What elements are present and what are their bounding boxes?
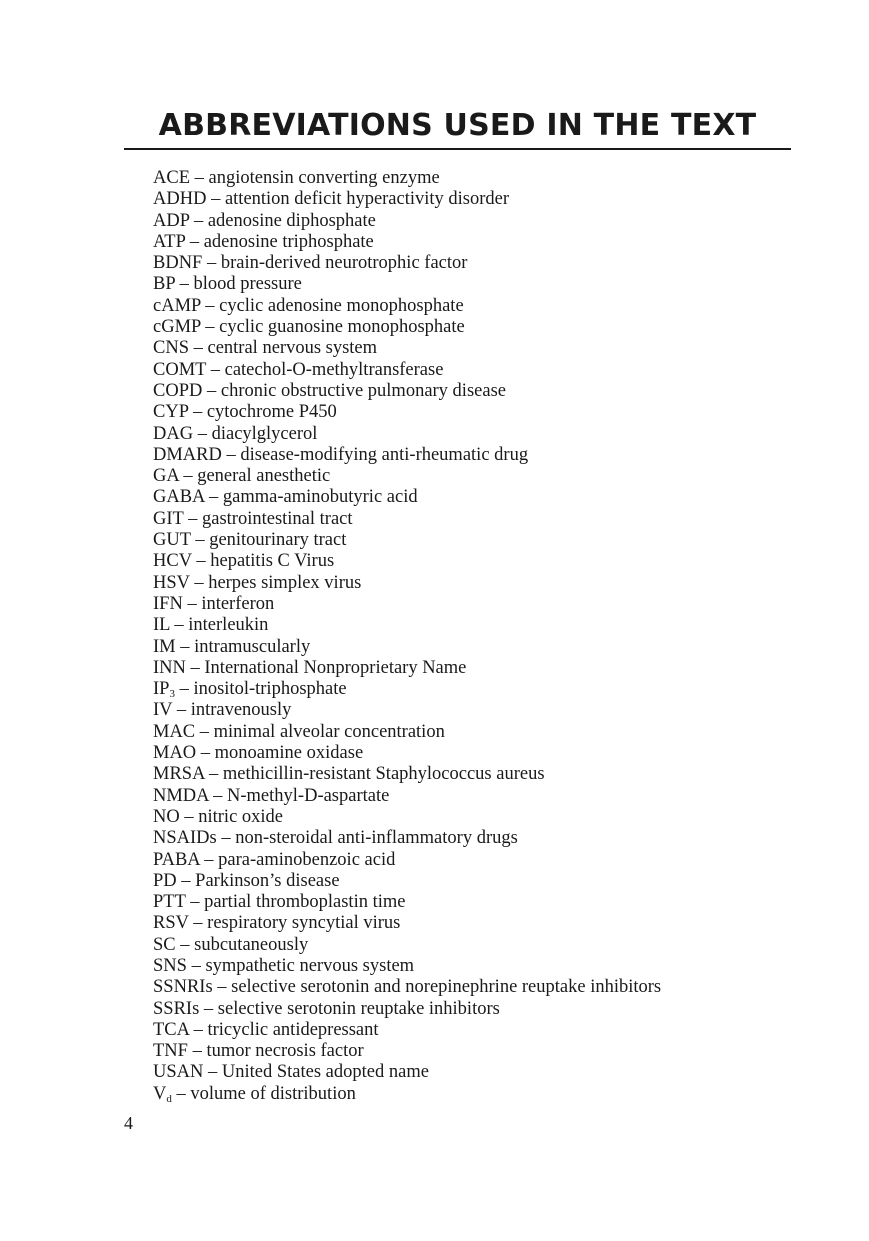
abbreviation-definition: subcutaneously <box>194 934 309 955</box>
abbreviation-entry <box>153 977 661 998</box>
abbreviation-entry <box>153 530 661 551</box>
abbreviation-dash: – <box>174 615 184 636</box>
abbreviation-term: SSNRIs <box>153 977 213 998</box>
abbreviation-entry <box>153 615 661 636</box>
abbreviation-definition: United States adopted name <box>221 1062 429 1083</box>
abbreviation-dash: – <box>181 870 191 891</box>
abbreviation-dash: – <box>209 764 219 785</box>
abbreviation-definition: monoamine oxidase <box>214 743 364 764</box>
title-rule <box>124 148 791 150</box>
abbreviation-definition: cytochrome P450 <box>206 402 337 423</box>
abbreviation-entry <box>153 1062 661 1083</box>
abbreviation-entry <box>153 999 661 1020</box>
abbreviation-definition: brain-derived neurotrophic factor <box>220 253 468 274</box>
abbreviation-term: GUT <box>153 530 191 551</box>
abbreviation-entry <box>153 700 661 721</box>
abbreviation-dash: – <box>206 253 217 274</box>
abbreviation-definition: N-methyl-D-aspartate <box>227 785 390 806</box>
abbreviation-definition: intravenously <box>190 700 292 721</box>
abbreviation-term: DMARD <box>153 444 222 465</box>
abbreviation-entry <box>153 658 661 679</box>
abbreviation-term: ATP <box>153 231 186 252</box>
abbreviation-entry <box>153 189 661 210</box>
abbreviation-dash: – <box>179 274 189 295</box>
abbreviation-definition: minimal alveolar concentration <box>213 721 445 742</box>
abbreviation-entry <box>153 360 661 381</box>
abbreviation-dash: – <box>217 977 227 998</box>
abbreviation-term: COMT <box>153 359 207 380</box>
abbreviation-entry <box>153 211 661 232</box>
abbreviation-entry <box>153 935 661 956</box>
abbreviation-definition: catechol-O-methyltransferase <box>224 359 444 380</box>
abbreviation-dash: – <box>206 380 217 401</box>
abbreviation-term: IV <box>153 700 173 721</box>
abbreviation-definition: selective serotonin reuptake inhibitors <box>217 998 500 1019</box>
abbreviation-entry <box>153 871 661 892</box>
abbreviation-entry <box>153 381 661 402</box>
abbreviation-list <box>153 168 661 1105</box>
abbreviation-definition: volume of distribution <box>190 1083 356 1104</box>
abbreviation-entry <box>153 424 661 445</box>
abbreviation-term: cGMP <box>153 317 201 338</box>
abbreviation-term: BP <box>153 274 175 295</box>
abbreviation-dash: – <box>199 721 210 742</box>
abbreviation-dash: – <box>205 317 215 338</box>
abbreviation-dash: – <box>195 530 205 551</box>
abbreviation-entry <box>153 338 661 359</box>
abbreviation-dash: – <box>190 892 200 913</box>
abbreviation-entry <box>153 253 661 274</box>
abbreviation-subscript: d <box>166 1092 172 1105</box>
abbreviation-definition: methicillin-resistant Staphylococcus aureus <box>222 764 545 785</box>
abbreviation-term: ACE <box>153 168 190 188</box>
abbreviation-definition: general anesthetic <box>197 466 331 487</box>
abbreviation-definition: sympathetic nervous system <box>205 955 415 976</box>
abbreviation-entry <box>153 296 661 317</box>
abbreviation-dash: – <box>189 231 200 252</box>
abbreviation-definition: hepatitis C Virus <box>210 551 335 572</box>
abbreviation-term: USAN <box>153 1062 204 1083</box>
abbreviation-dash: – <box>183 466 193 487</box>
abbreviation-entry <box>153 786 661 807</box>
abbreviation-term: GA <box>153 466 179 487</box>
abbreviation-dash: – <box>176 700 187 721</box>
abbreviation-entry <box>153 679 661 700</box>
abbreviation-dash: – <box>190 657 200 678</box>
abbreviation-term: DAG <box>153 423 194 444</box>
abbreviation-definition: non-steroidal anti-inflammatory drugs <box>235 828 518 849</box>
abbreviation-entry <box>153 232 661 253</box>
abbreviation-entry <box>153 509 661 530</box>
abbreviation-dash: – <box>193 338 203 359</box>
abbreviation-definition: adenosine diphosphate <box>207 210 376 231</box>
abbreviation-term: TCA <box>153 1019 189 1040</box>
abbreviation-dash: – <box>176 1083 186 1104</box>
abbreviation-dash: – <box>204 849 214 870</box>
abbreviation-entry <box>153 551 661 572</box>
abbreviation-term: BDNF <box>153 253 203 274</box>
abbreviation-term: MAO <box>153 743 197 764</box>
abbreviation-term: V <box>153 1083 167 1104</box>
abbreviation-dash: – <box>197 423 207 444</box>
abbreviation-entry <box>153 445 661 466</box>
abbreviation-term: PD <box>153 870 177 891</box>
abbreviation-term: INN <box>153 657 186 678</box>
abbreviation-entry <box>153 466 661 487</box>
abbreviation-dash: – <box>196 551 206 572</box>
abbreviation-definition: disease-modifying anti-rheumatic drug <box>240 444 529 465</box>
abbreviation-definition: central nervous system <box>207 338 378 359</box>
abbreviation-entry <box>153 764 661 785</box>
abbreviation-term: IFN <box>153 593 183 614</box>
abbreviation-definition: gastrointestinal tract <box>202 508 353 529</box>
abbreviation-entry <box>153 1041 661 1062</box>
page-title: ABBREVIATIONS USED IN THE TEXT <box>158 108 757 143</box>
abbreviation-subscript: 3 <box>169 688 175 701</box>
abbreviation-term: NSAIDs <box>153 828 217 849</box>
abbreviation-entry <box>153 1084 661 1105</box>
abbreviation-term: IP <box>153 679 170 700</box>
abbreviation-term: GABA <box>153 487 205 508</box>
abbreviation-entry <box>153 850 661 871</box>
abbreviation-entry <box>153 956 661 977</box>
abbreviation-entry <box>153 317 661 338</box>
abbreviation-dash: – <box>221 828 231 849</box>
abbreviation-definition: blood pressure <box>193 274 302 295</box>
abbreviation-definition: chronic obstructive pulmonary disease <box>220 380 506 401</box>
abbreviation-term: PTT <box>153 892 186 913</box>
abbreviation-term: ADHD <box>153 189 207 210</box>
abbreviation-entry <box>153 828 661 849</box>
abbreviation-definition: attention deficit hyperactivity disorder <box>224 189 510 210</box>
abbreviation-definition: genitourinary tract <box>209 530 347 551</box>
abbreviation-definition: International Nonproprietary Name <box>204 657 467 678</box>
abbreviation-dash: – <box>211 189 221 210</box>
abbreviation-definition: intramuscularly <box>194 636 311 657</box>
abbreviation-definition: interferon <box>201 593 275 614</box>
abbreviation-term: IM <box>153 636 176 657</box>
abbreviation-definition: tricyclic antidepressant <box>207 1019 379 1040</box>
abbreviation-term: ADP <box>153 210 190 231</box>
abbreviation-dash: – <box>180 934 190 955</box>
abbreviation-term: NMDA <box>153 785 209 806</box>
abbreviation-definition: cyclic guanosine monophosphate <box>219 317 465 338</box>
abbreviation-dash: – <box>194 572 204 593</box>
abbreviation-entry <box>153 892 661 913</box>
abbreviation-entry <box>153 402 661 423</box>
abbreviation-dash: – <box>194 168 204 188</box>
abbreviation-entry <box>153 573 661 594</box>
abbreviation-entry <box>153 913 661 934</box>
abbreviation-term: cAMP <box>153 295 201 316</box>
abbreviation-term: HSV <box>153 572 190 593</box>
abbreviation-dash: – <box>193 1019 203 1040</box>
abbreviation-definition: nitric oxide <box>198 806 284 827</box>
abbreviation-term: SNS <box>153 955 187 976</box>
abbreviation-dash: – <box>192 1041 202 1062</box>
abbreviation-definition: para-aminobenzoic acid <box>218 849 396 870</box>
abbreviation-dash: – <box>187 593 197 614</box>
abbreviation-definition: adenosine triphosphate <box>203 231 374 252</box>
abbreviation-dash: – <box>180 636 190 657</box>
abbreviation-entry <box>153 722 661 743</box>
abbreviation-definition: selective serotonin and norepinephrine reuptake inhibitors <box>231 977 662 998</box>
abbreviation-dash: – <box>188 508 198 529</box>
abbreviation-term: MRSA <box>153 764 205 785</box>
abbreviation-term: COPD <box>153 380 203 401</box>
abbreviation-entry <box>153 168 661 189</box>
abbreviation-dash: – <box>203 998 214 1019</box>
abbreviation-term: IL <box>153 615 170 636</box>
abbreviation-entry <box>153 594 661 615</box>
page-number: 4 <box>124 1113 133 1133</box>
abbreviation-definition: Parkinson’s disease <box>195 870 340 891</box>
abbreviation-dash: – <box>226 444 236 465</box>
abbreviation-definition: angiotensin converting enzyme <box>208 168 440 188</box>
abbreviation-entry <box>153 1020 661 1041</box>
abbreviation-definition: cyclic adenosine monophosphate <box>219 295 464 316</box>
abbreviation-term: TNF <box>153 1041 188 1062</box>
abbreviation-definition: gamma-aminobutyric acid <box>222 487 418 508</box>
abbreviation-term: CYP <box>153 402 189 423</box>
abbreviation-entry <box>153 274 661 295</box>
abbreviation-term: SC <box>153 934 176 955</box>
abbreviation-entry <box>153 487 661 508</box>
abbreviation-dash: – <box>193 210 204 231</box>
abbreviation-term: NO <box>153 806 180 827</box>
abbreviation-dash: – <box>209 487 219 508</box>
abbreviation-definition: diacylglycerol <box>211 423 318 444</box>
abbreviation-definition: interleukin <box>188 615 269 636</box>
abbreviation-dash: – <box>192 402 203 423</box>
abbreviation-dash: – <box>193 913 203 934</box>
abbreviation-dash: – <box>179 679 189 700</box>
abbreviation-term: HCV <box>153 551 192 572</box>
abbreviation-entry <box>153 743 661 764</box>
abbreviation-term: GIT <box>153 508 184 529</box>
abbreviation-dash: – <box>205 295 215 316</box>
abbreviation-definition: herpes simplex virus <box>208 572 362 593</box>
abbreviation-term: PABA <box>153 849 200 870</box>
abbreviation-definition: inositol-triphosphate <box>193 679 347 700</box>
abbreviation-dash: – <box>208 1062 218 1083</box>
abbreviation-dash: – <box>191 955 201 976</box>
abbreviation-definition: respiratory syncytial virus <box>207 913 401 934</box>
abbreviation-term: RSV <box>153 913 189 934</box>
abbreviation-dash: – <box>210 359 220 380</box>
abbreviation-entry <box>153 637 661 658</box>
abbreviation-term: SSRIs <box>153 998 200 1019</box>
abbreviation-term: MAC <box>153 721 196 742</box>
abbreviation-term: CNS <box>153 338 189 359</box>
abbreviation-entry <box>153 807 661 828</box>
abbreviation-definition: partial thromboplastin time <box>204 892 406 913</box>
abbreviation-dash: – <box>184 806 194 827</box>
abbreviation-definition: tumor necrosis factor <box>206 1041 364 1062</box>
abbreviation-dash: – <box>213 785 223 806</box>
abbreviation-dash: – <box>200 743 211 764</box>
